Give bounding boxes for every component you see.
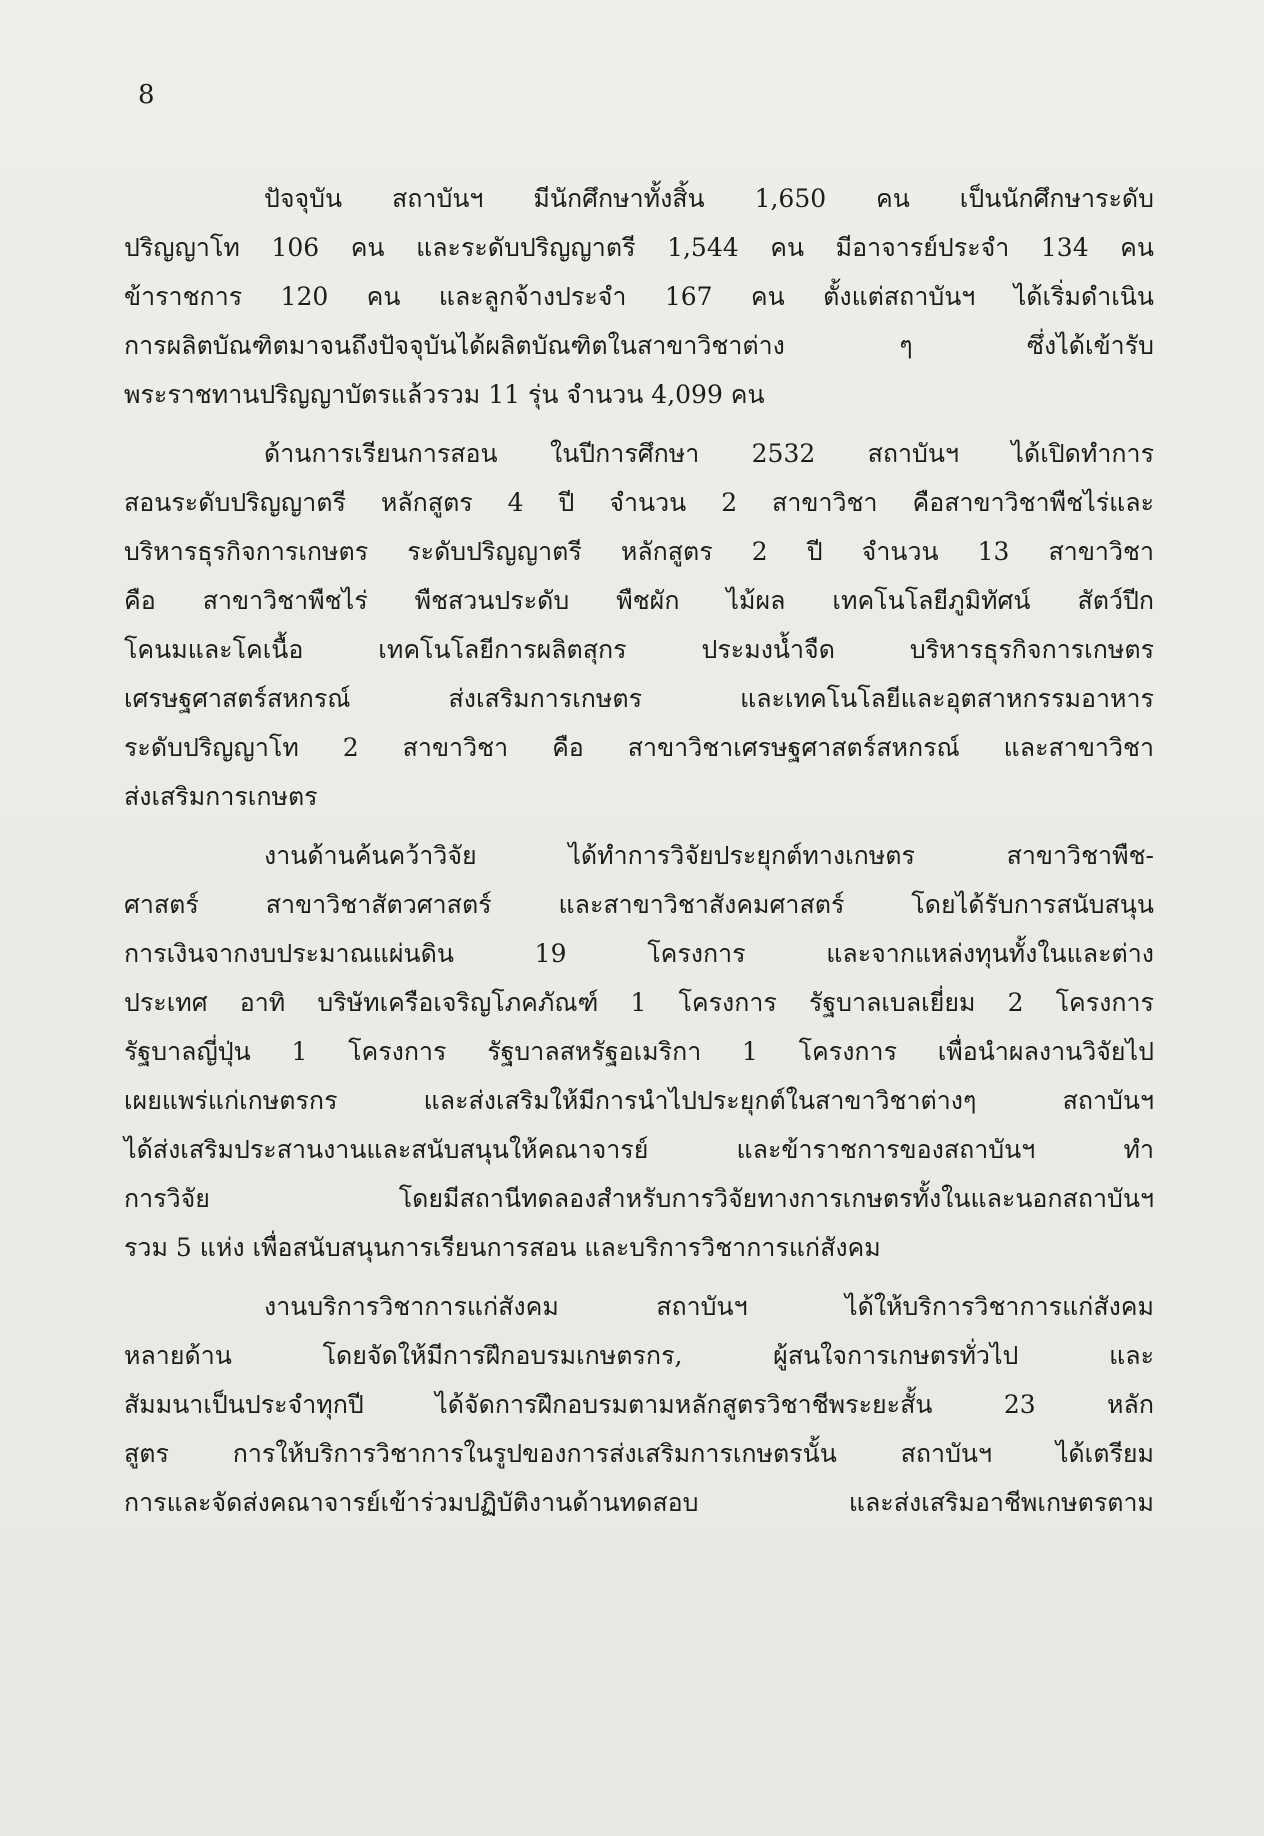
text-line: งานด้านค้นคว้าวิจัย ได้ทำการวิจัยประยุกต์ทางเกษตร สาขาวิชาพืช- bbox=[264, 841, 1154, 870]
text-line: สูตร การให้บริการวิชาการในรูปของการส่งเสริมการเกษตรนั้น สถาบันฯ ได้เตรียม bbox=[124, 1439, 1154, 1468]
paragraph-research bbox=[124, 831, 1154, 1272]
text-line: การเงินจากงบประมาณแผ่นดิน 19 โครงการ และจากแหล่งทุนทั้งในและต่าง bbox=[124, 939, 1154, 968]
text-line: เศรษฐศาสตร์สหกรณ์ ส่งเสริมการเกษตร และเทคโนโลยีและอุตสาหกรรมอาหาร bbox=[124, 684, 1154, 713]
text-line: คือ สาขาวิชาพืชไร่ พืชสวนประดับ พืชผัก ไม้ผล เทคโนโลยีภูมิทัศน์ สัตว์ปีก bbox=[124, 586, 1154, 615]
text-line: หลายด้าน โดยจัดให้มีการฝึกอบรมเกษตรกร, ผู้สนใจการเกษตรทั่วไป และ bbox=[124, 1341, 1154, 1370]
text-line: ระดับปริญญาโท 2 สาขาวิชา คือ สาขาวิชาเศรษฐศาสตร์สหกรณ์ และสาขาวิชา bbox=[124, 733, 1154, 762]
text-line: การและจัดส่งคณาจารย์เข้าร่วมปฏิบัติงานด้านทดสอบ และส่งเสริมอาชีพเกษตรตาม bbox=[124, 1488, 1154, 1517]
text-line: ข้าราชการ 120 คน และลูกจ้างประจำ 167 คน ตั้งแต่สถาบันฯ ได้เริ่มดำเนิน bbox=[124, 282, 1154, 311]
text-line: สัมมนาเป็นประจำทุกปี ได้จัดการฝึกอบรมตามหลักสูตรวิชาชีพระยะสั้น 23 หลัก bbox=[124, 1390, 1154, 1419]
text-line: เผยแพร่แก่เกษตรกร และส่งเสริมให้มีการนำไปประยุกต์ในสาขาวิชาต่างๆ สถาบันฯ bbox=[124, 1086, 1154, 1115]
text-line: พระราชทานปริญญาบัตรแล้วรวม 11 รุ่น จำนวน 4,099 คน bbox=[124, 380, 765, 409]
paragraph-teaching bbox=[124, 429, 1154, 821]
paragraph-academic-service bbox=[124, 1282, 1154, 1527]
text-line: การผลิตบัณฑิตมาจนถึงปัจจุบันได้ผลิตบัณฑิตในสาขาวิชาต่าง ๆ ซึ่งได้เข้ารับ bbox=[124, 331, 1154, 360]
text-line: โคนมและโคเนื้อ เทคโนโลยีการผลิตสุกร ประมงน้ำจืด บริหารธุรกิจการเกษตร bbox=[124, 635, 1154, 664]
text-line: รัฐบาลญี่ปุ่น 1 โครงการ รัฐบาลสหรัฐอเมริกา 1 โครงการ เพื่อนำผลงานวิจัยไป bbox=[124, 1037, 1154, 1066]
text-line: ปัจจุบัน สถาบันฯ มีนักศึกษาทั้งสิ้น 1,650 คน เป็นนักศึกษาระดับ bbox=[264, 184, 1154, 213]
text-line: สอนระดับปริญญาตรี หลักสูตร 4 ปี จำนวน 2 สาขาวิชา คือสาขาวิชาพืชไร่และ bbox=[124, 488, 1154, 517]
text-line: ปริญญาโท 106 คน และระดับปริญญาตรี 1,544 คน มีอาจารย์ประจำ 134 คน bbox=[124, 233, 1154, 262]
text-line: บริหารธุรกิจการเกษตร ระดับปริญญาตรี หลักสูตร 2 ปี จำนวน 13 สาขาวิชา bbox=[124, 537, 1154, 566]
text-line: การวิจัย โดยมีสถานีทดลองสำหรับการวิจัยทางการเกษตรทั้งในและนอกสถาบันฯ bbox=[124, 1184, 1154, 1213]
paragraph-student-statistics bbox=[124, 174, 1154, 419]
body-text bbox=[124, 174, 1154, 1527]
page-number: 8 bbox=[138, 80, 155, 110]
text-line: ด้านการเรียนการสอน ในปีการศึกษา 2532 สถาบันฯ ได้เปิดทำการ bbox=[264, 439, 1154, 468]
text-line: รวม 5 แห่ง เพื่อสนับสนุนการเรียนการสอน และบริการวิชาการแก่สังคม bbox=[124, 1233, 881, 1262]
text-line: ได้ส่งเสริมประสานงานและสนับสนุนให้คณาจารย์ และข้าราชการของสถาบันฯ ทำ bbox=[124, 1135, 1154, 1164]
text-line: ประเทศ อาทิ บริษัทเครือเจริญโภคภัณฑ์ 1 โครงการ รัฐบาลเบลเยี่ยม 2 โครงการ bbox=[124, 988, 1154, 1017]
text-line: ส่งเสริมการเกษตร bbox=[124, 782, 318, 811]
text-line: ศาสตร์ สาขาวิชาสัตวศาสตร์ และสาขาวิชาสังคมศาสตร์ โดยได้รับการสนับสนุน bbox=[124, 890, 1154, 919]
text-line: งานบริการวิชาการแก่สังคม สถาบันฯ ได้ให้บริการวิชาการแก่สังคม bbox=[264, 1292, 1154, 1321]
